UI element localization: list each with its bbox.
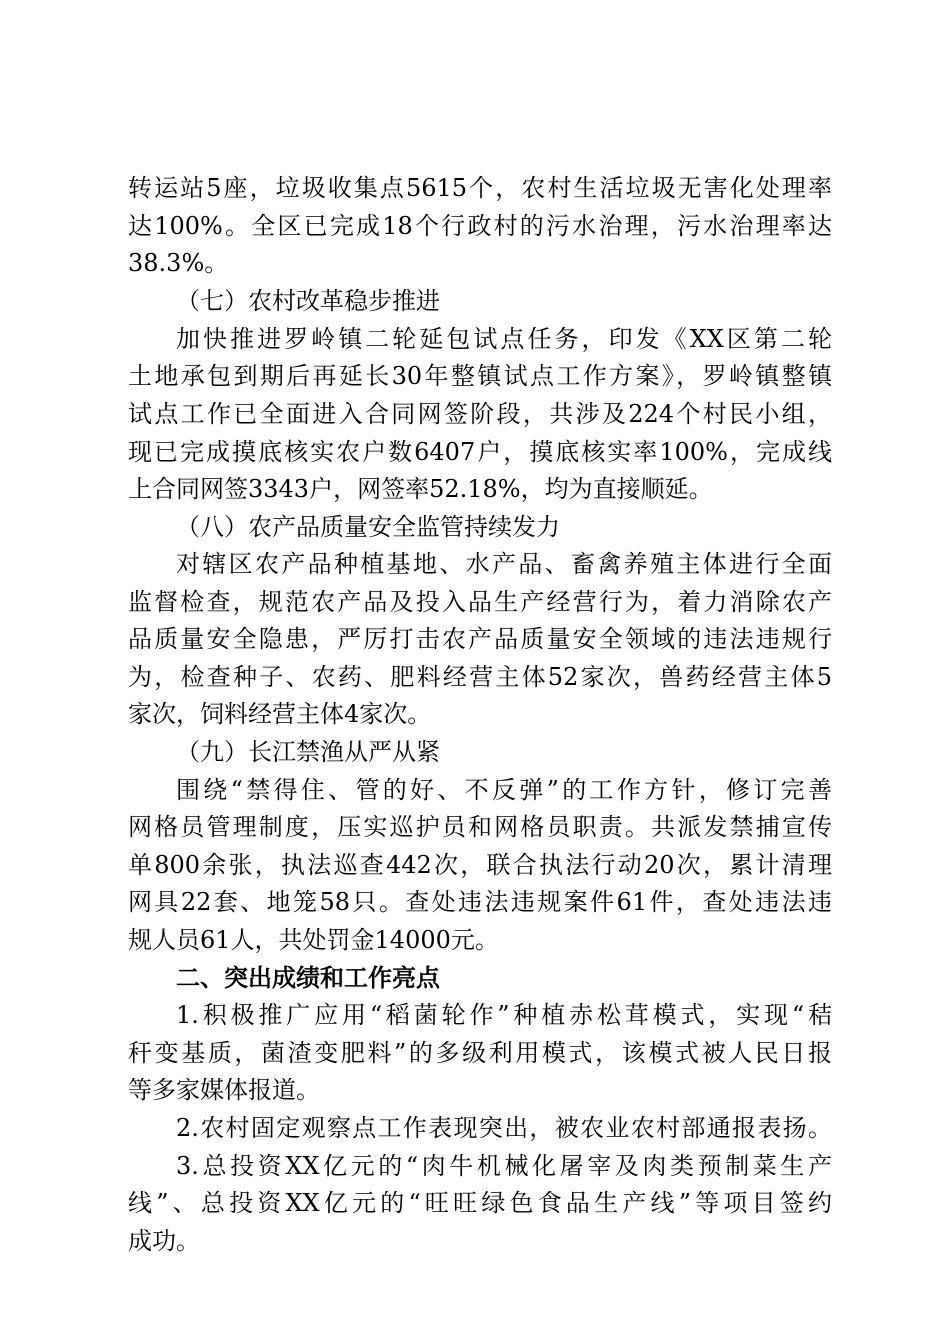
body-line: 秆变基质，菌渣变肥料”的多级利用模式，该模式被人民日报 [128,1039,832,1067]
body-line: 3.总投资XX亿元的“肉牛机械化屠宰及肉类预制菜生产 [176,1152,832,1180]
chapter-heading: 二、突出成绩和工作亮点 [176,964,440,992]
body-line: 单800余张，执法巡查442次，联合执法行动20次，累计清理 [128,851,832,879]
body-line: 转运站5座，垃圾收集点5615个，农村生活垃圾无害化处理率 [128,174,832,202]
body-line: 监督检查，规范农产品及投入品生产经营行为，着力消除农产 [128,588,832,616]
body-line: 上合同网签3343户，网签率52.18%，均为直接顺延。 [128,475,713,503]
body-line: 家次，饲料经营主体4家次。 [128,700,432,728]
body-line: 试点工作已全面进入合同网签阶段，共涉及224个村民小组， [128,400,832,428]
body-line: 土地承包到期后再延长30年整镇试点工作方案》，罗岭镇整镇 [128,362,832,390]
body-line: 品质量安全隐患，严厉打击农产品质量安全领域的违法违规行 [128,625,832,653]
body-line: 为，检查种子、农药、肥料经营主体52家次，兽药经营主体5 [128,663,832,691]
section-heading: （七）农村改革稳步推进 [176,287,440,315]
body-line: 围绕“禁得住、管的好、不反弹”的工作方针，修订完善 [176,776,832,804]
body-line: 线”、总投资XX亿元的“旺旺绿色食品生产线”等项目签约 [128,1189,832,1217]
body-line: 成功。 [128,1227,200,1255]
body-line: 1.积极推广应用“稻菌轮作”种植赤松茸模式，实现“秸 [176,1001,832,1029]
body-line: 2.农村固定观察点工作表现突出，被农业农村部通报表扬。 [176,1114,832,1142]
section-heading: （八）农产品质量安全监管持续发力 [176,513,560,541]
body-line: 网格员管理制度，压实巡护员和网格员职责。共派发禁捕宣传 [128,813,832,841]
body-line: 加快推进罗岭镇二轮延包试点任务，印发《XX区第二轮 [176,325,832,353]
body-line: 达100%。全区已完成18个行政村的污水治理，污水治理率达 [128,212,832,240]
section-heading: （九）长江禁渔从严从紧 [176,738,440,766]
body-line: 38.3%。 [128,249,229,277]
body-line: 网具22套、地笼58只。查处违法违规案件61件，查处违法违 [128,888,832,916]
body-line: 等多家媒体报道。 [128,1076,320,1104]
body-line: 对辖区农产品种植基地、水产品、畜禽养殖主体进行全面 [176,550,832,578]
body-line: 规人员61人，共处罚金14000元。 [128,926,499,954]
body-line: 现已完成摸底核实农户数6407户，摸底核实率100%，完成线 [128,438,832,466]
